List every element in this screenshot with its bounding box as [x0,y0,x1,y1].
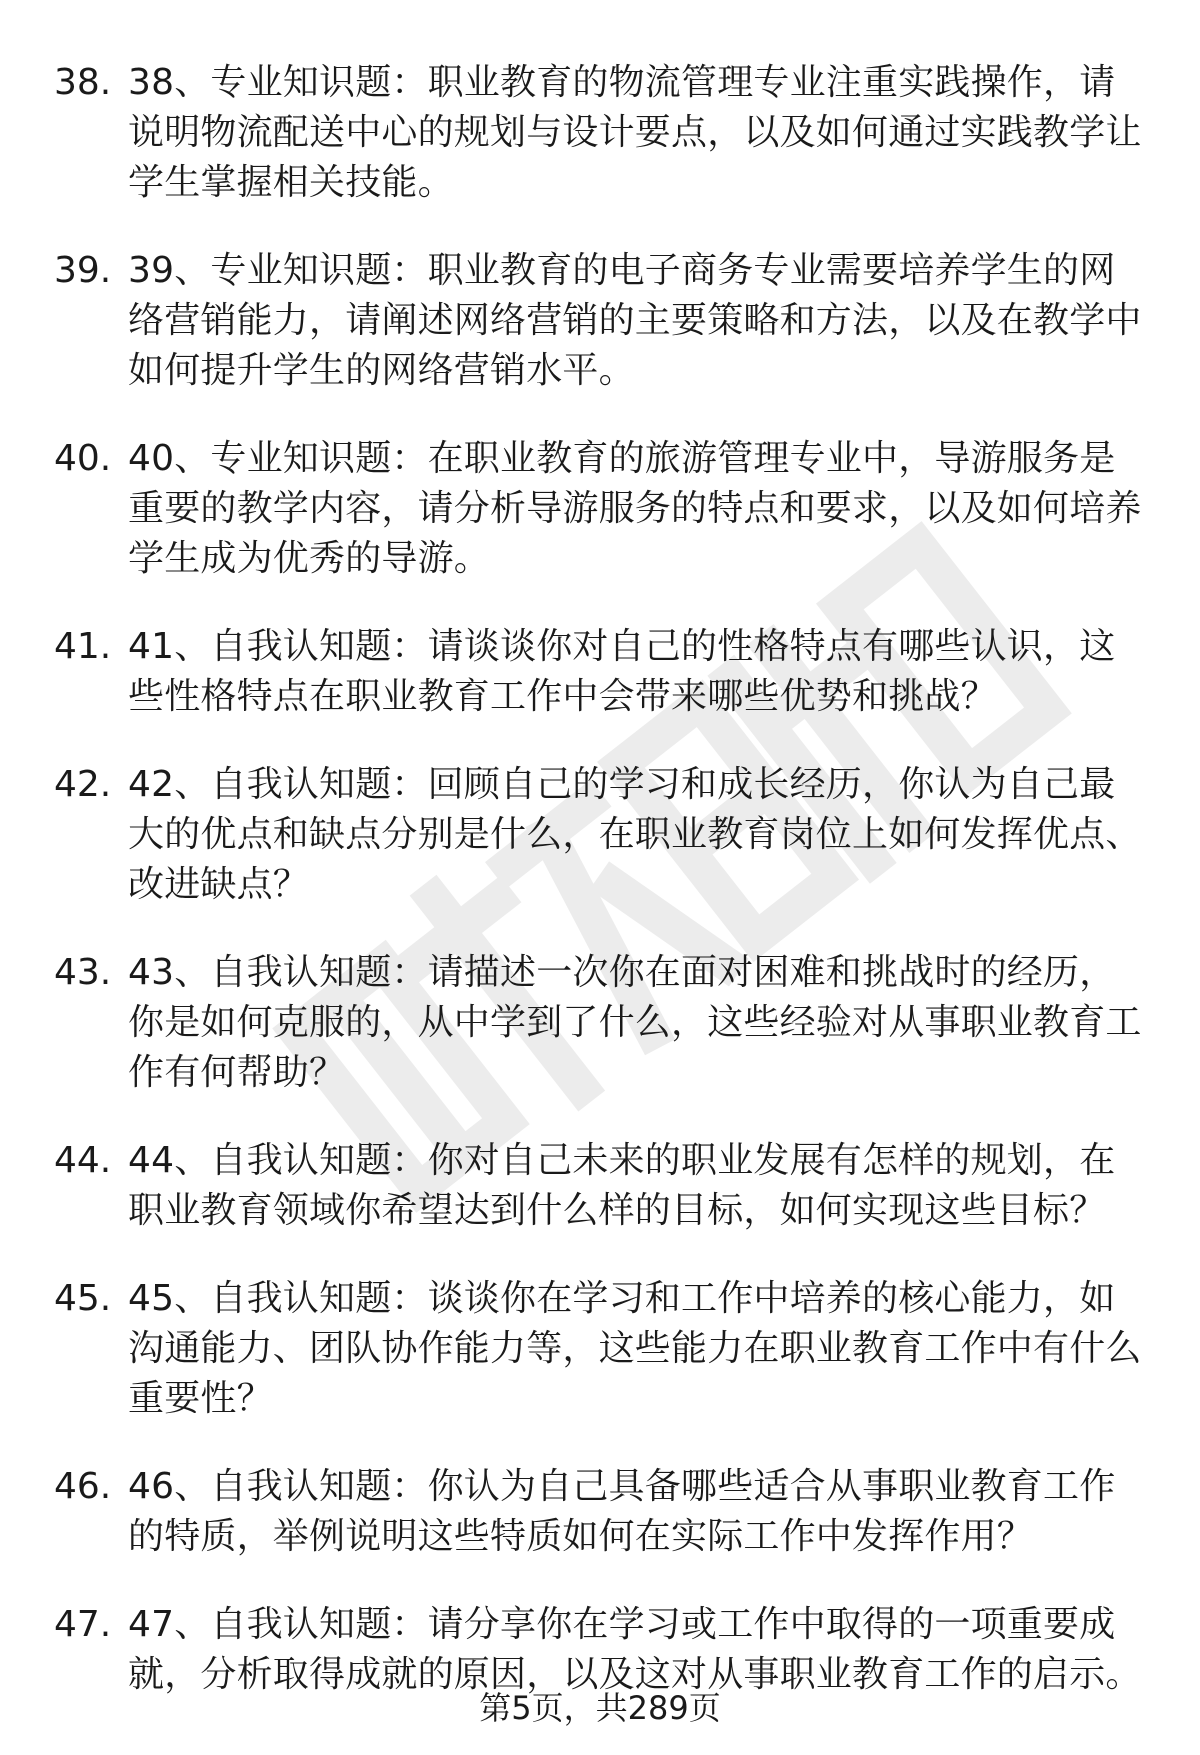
item-number: 45. [54,1278,112,1319]
item-number: 42. [54,764,112,805]
item-number: 41. [54,626,112,667]
item-text: 41、自我认知题：请谈谈你对自己的性格特点有哪些认识，这些性格特点在职业教育工作中会带来哪些优势和挑战？ [128,626,1116,717]
page-indicator: 第5页，共289页 [479,1689,721,1727]
item-text: 42、自我认知题：回顾自己的学习和成长经历，你认为自己最大的优点和缺点分别是什么，在职业教育岗位上如何发挥优点、改进缺点？ [128,764,1142,905]
list-item [0,1136,1200,1236]
item-number: 38. [54,62,112,103]
item-number: 44. [54,1140,112,1181]
item-text: 39、专业知识题：职业教育的电子商务专业需要培养学生的网络营销能力，请阐述网络营销的主要策略和方法，以及在教学中如何提升学生的网络营销水平。 [128,250,1142,391]
list-item [0,760,1200,910]
item-text: 47、自我认知题：请分享你在学习或工作中取得的一项重要成就，分析取得成就的原因，以及这对从事职业教育工作的启示。 [128,1604,1142,1695]
list-item [0,434,1200,584]
item-text: 46、自我认知题：你认为自己具备哪些适合从事职业教育工作的特质，举例说明这些特质如何在实际工作中发挥作用？ [128,1466,1116,1557]
list-item [0,58,1200,208]
item-number: 40. [54,438,112,479]
item-text: 45、自我认知题：谈谈你在学习和工作中培养的核心能力，如沟通能力、团队协作能力等，这些能力在职业教育工作中有什么重要性？ [128,1278,1142,1419]
item-text: 40、专业知识题：在职业教育的旅游管理专业中，导游服务是重要的教学内容，请分析导游服务的特点和要求，以及如何培养学生成为优秀的导游。 [128,438,1142,579]
item-text: 38、专业知识题：职业教育的物流管理专业注重实践操作，请说明物流配送中心的规划与设计要点，以及如何通过实践教学让学生掌握相关技能。 [128,62,1142,203]
item-text: 44、自我认知题：你对自己未来的职业发展有怎样的规划，在职业教育领域你希望达到什么样的目标，如何实现这些目标？ [128,1140,1116,1231]
item-number: 46. [54,1466,112,1507]
list-item [0,622,1200,722]
item-number: 47. [54,1604,112,1645]
question-list [0,58,1200,1738]
list-item [0,246,1200,396]
list-item [0,1462,1200,1562]
item-text: 43、自我认知题：请描述一次你在面对困难和挑战时的经历，你是如何克服的，从中学到了什么，这些经验对从事职业教育工作有何帮助？ [128,952,1142,1093]
item-number: 39. [54,250,112,291]
list-item [0,1274,1200,1424]
item-number: 43. [54,952,112,993]
list-item [0,948,1200,1098]
list-item [0,1600,1200,1700]
